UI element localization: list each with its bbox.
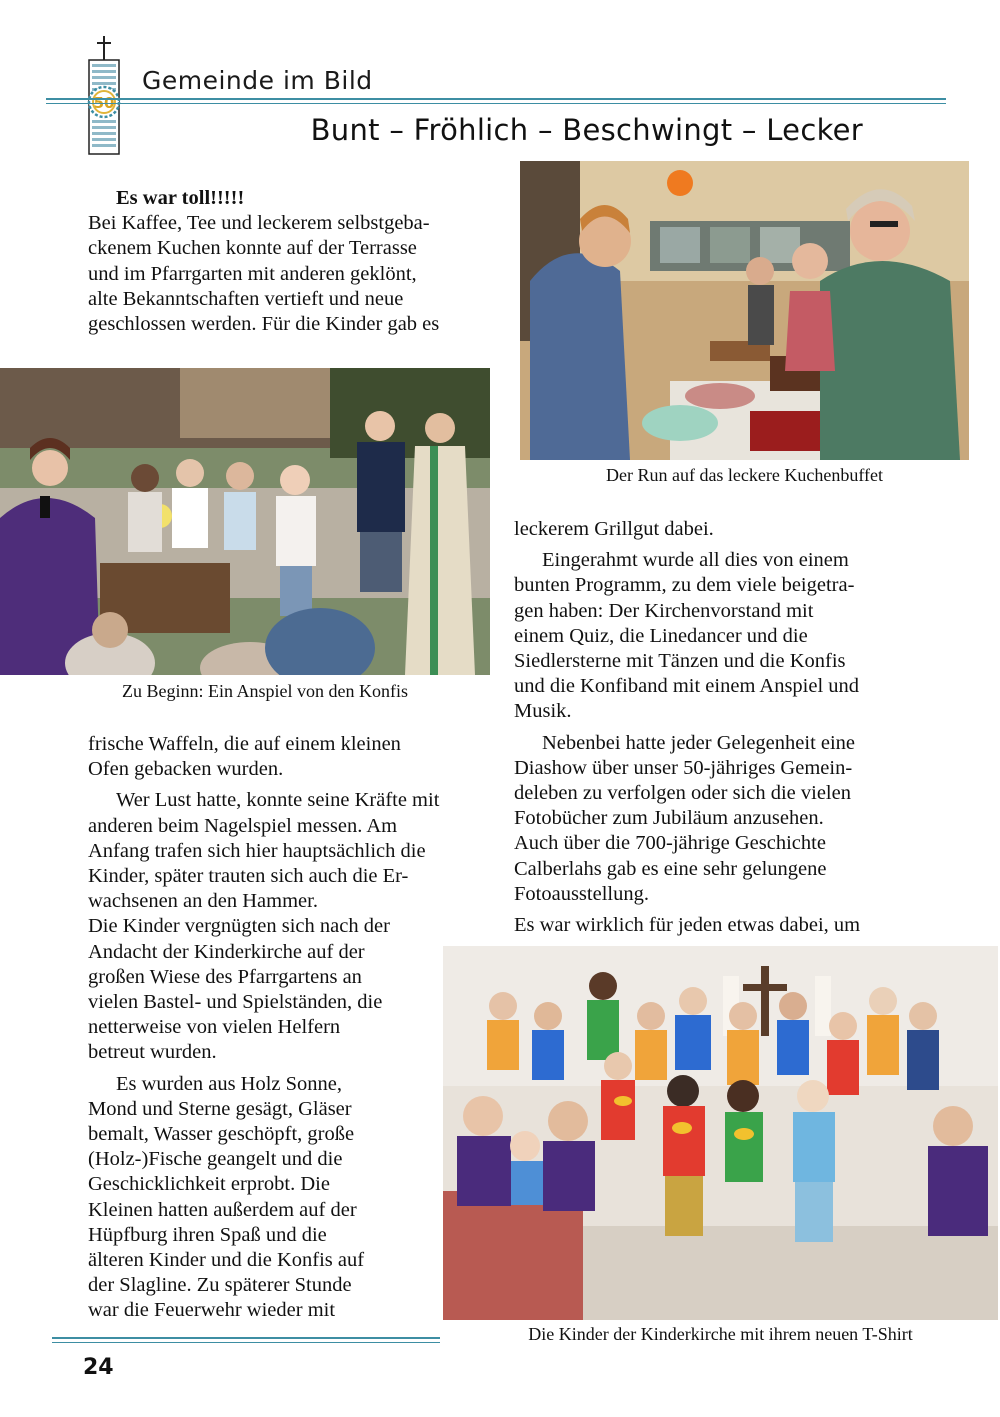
text-line: Es war wirklich für jeden etwas dabei, um <box>514 914 861 937</box>
text-line: Geschicklichkeit erprobt. Die <box>88 1173 330 1196</box>
caption-buffet: Der Run auf das leckere Kuchenbuffet <box>605 465 884 485</box>
text-line: Hüpfburg ihren Spaß und die <box>88 1223 327 1246</box>
text-line: war die Feuerwehr wieder mit <box>88 1299 336 1322</box>
text-line: vielen Bastel- und Spielständen, die <box>88 991 383 1014</box>
text-line: wachsenen an den Hammer. <box>88 890 318 913</box>
header-rule-bottom <box>46 103 946 104</box>
text-line: (Holz-)Fische geangelt und die <box>88 1148 343 1171</box>
text-line: ckenem Kuchen konnte auf der Terrasse <box>88 237 417 260</box>
text-line: betreut wurden. <box>88 1041 217 1064</box>
text-line: frische Waffeln, die auf einem kleinen <box>88 733 401 755</box>
church-logo <box>75 34 133 156</box>
text-line: Mond und Sterne gesägt, Gläser <box>88 1097 352 1120</box>
text-line: Kinder, später trauten sich auch die Er- <box>88 865 409 888</box>
text-line: älteren Kinder und die Konfis auf <box>88 1249 365 1272</box>
page-number: 24 <box>83 1355 114 1380</box>
text-line: Fotobücher zum Jubiläum anzusehen. <box>514 807 824 830</box>
photo-konfis-play <box>0 368 490 675</box>
lead-heading: Es war toll!!!!! <box>116 187 245 209</box>
text-line: anderen beim Nagelspiel messen. Am <box>88 814 398 837</box>
text-line: Ofen gebacken wurden. <box>88 758 284 781</box>
photo-children-tshirts <box>443 946 998 1320</box>
text-line: Nebenbei hatte jeder Gelegenheit eine <box>542 731 856 754</box>
text-line: deleben zu verfolgen oder sich die vielen <box>514 782 851 805</box>
caption-konfis: Zu Beginn: Ein Anspiel von den Konfis <box>122 681 408 701</box>
text-line: Wer Lust hatte, konnte seine Kräfte mit <box>116 789 440 812</box>
text-line: Fotoausstellung. <box>514 882 649 905</box>
text-line: Eingerahmt wurde all dies von einem <box>542 549 849 572</box>
text-line: Andacht der Kinderkirche auf der <box>88 940 365 963</box>
section-title: Gemeinde im Bild <box>142 66 373 95</box>
text-line: Siedlersterne mit Tänzen und die Konfis <box>514 650 846 673</box>
text-line: Anfang trafen sich hier hauptsächlich die <box>88 839 426 862</box>
text-line: leckerem Grillgut dabei. <box>514 518 714 540</box>
footer-rule-bottom <box>52 1342 440 1343</box>
text-line: Es wurden aus Holz Sonne, <box>116 1072 343 1095</box>
text-line: einem Quiz, die Linedancer und die <box>514 624 808 647</box>
text-line: der Slagline. Zu späterer Stunde <box>88 1274 352 1297</box>
logo-number: 50 <box>93 94 115 112</box>
footer-rule-top <box>52 1337 440 1339</box>
header-rule-top <box>46 98 946 100</box>
text-line: gen haben: Der Kirchenvorstand mit <box>514 599 814 622</box>
text-line: Diashow über unser 50-jähriges Gemein- <box>514 756 853 779</box>
article-col2 <box>514 517 954 938</box>
text-line: alte Bekanntschaften vertieft und neue <box>88 287 404 310</box>
text-line: netterweise von vielen Helfern <box>88 1016 341 1039</box>
text-line: großen Wiese des Pfarrgartens an <box>88 965 362 988</box>
text-line: Musik. <box>514 700 572 723</box>
text-line: Die Kinder vergnügten sich nach der <box>88 915 390 938</box>
caption-children: Die Kinder der Kinderkirche mit ihrem neuen T-Shirt <box>528 1324 913 1344</box>
text-line: geschlossen werden. Für die Kinder gab es <box>88 313 440 336</box>
text-line: und die Konfiband mit einem Anspiel und <box>514 675 860 698</box>
text-line: Auch über die 700-jährige Geschichte <box>514 832 826 855</box>
photo-cake-buffet <box>520 161 969 460</box>
text-line: Kleinen hatten außerdem auf der <box>88 1198 357 1221</box>
text-line: und im Pfarrgarten mit anderen geklönt, <box>88 262 417 285</box>
page-headline: Bunt – Fröhlich – Beschwingt – Lecker <box>310 113 863 147</box>
text-line: bemalt, Wasser geschöpft, große <box>88 1123 355 1146</box>
text-line: bunten Programm, zu dem viele beigetra- <box>514 574 855 597</box>
text-line: Calberlahs gab es eine sehr gelungene <box>514 857 827 880</box>
article-col1-top <box>88 186 508 337</box>
text-line: Bei Kaffee, Tee und leckerem selbstgeba- <box>88 212 430 235</box>
